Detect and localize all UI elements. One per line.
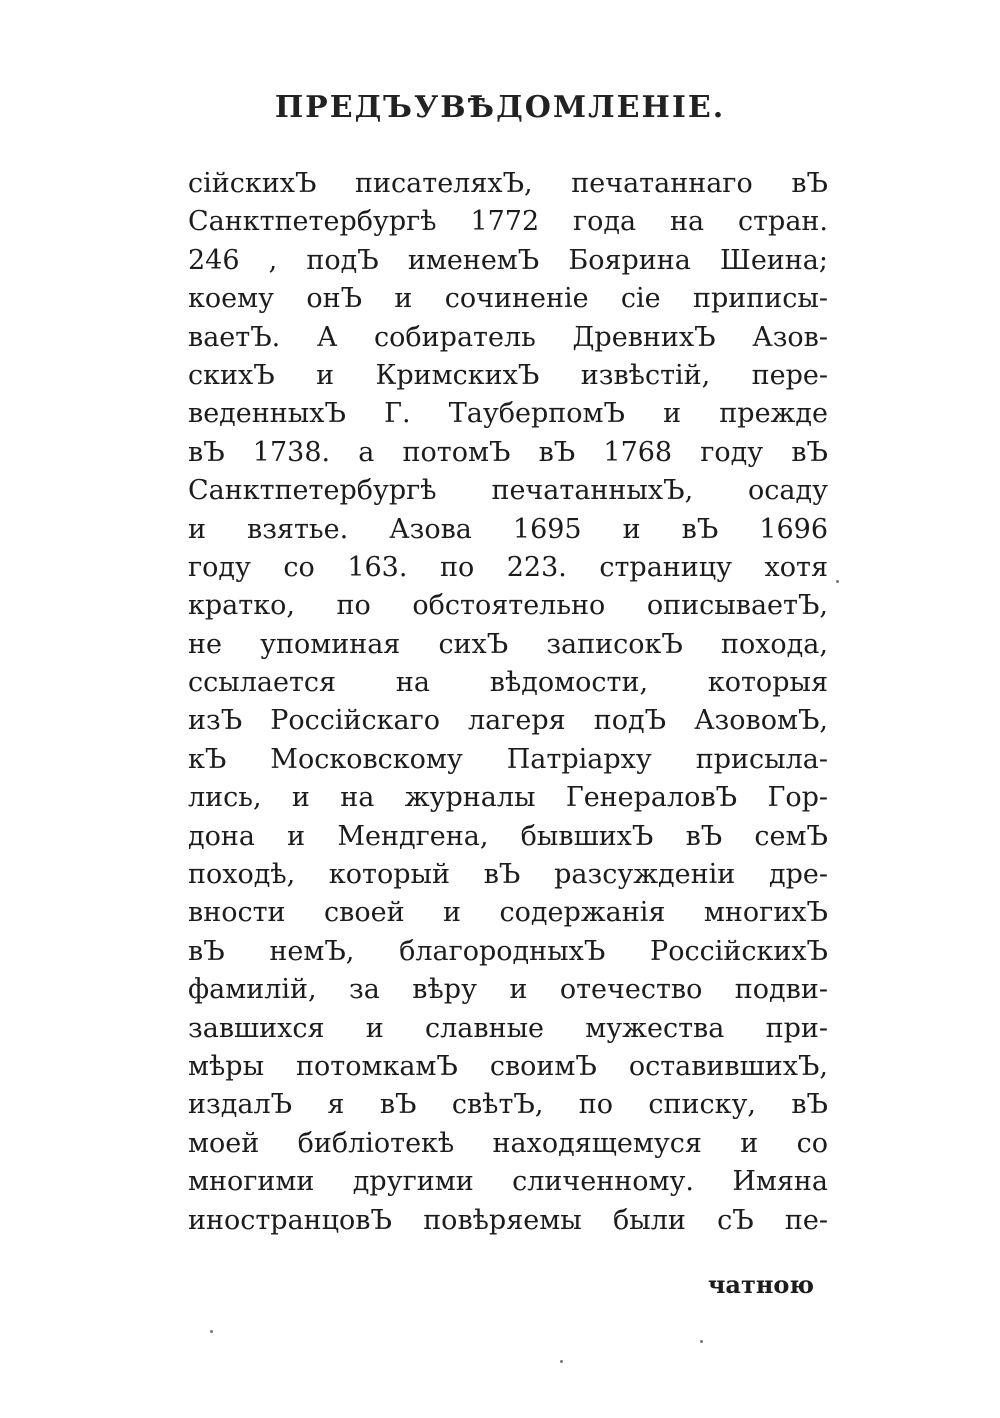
- text-line: сійскихЪ писателяхЪ, печатаннаго вЪ: [188, 168, 828, 199]
- text-line: скихЪ и КримскихЪ извѣстій, пере-: [188, 359, 828, 391]
- text-line: кратко, по обстоятельно описываетЪ,: [188, 590, 828, 622]
- text-line: изЪ Россійскаго лагеря подЪ АзовомЪ,: [188, 705, 828, 737]
- text-line: мѣры потомкамЪ своимЪ оставившихЪ,: [188, 1050, 828, 1082]
- text-line: году со 163. по 223. страницу хотя: [188, 551, 828, 583]
- text-line: коему онЪ и сочиненіе сіе приписы-: [188, 283, 828, 315]
- text-line: иностранцовЪ повѣряемы были сЪ пе-: [188, 1204, 828, 1236]
- running-head: ПРЕДЪУВѢДОМЛЕНІЕ.: [274, 90, 726, 125]
- text-line: дона и Мендгена, бывшихЪ вЪ семЪ: [188, 820, 828, 852]
- text-line: лись, и на журналы ГенераловЪ Гор-: [188, 782, 828, 814]
- text-line: не упоминая сихЪ записокЪ похода,: [188, 628, 828, 660]
- text-line: ссылается на вѣдомости, которыя: [188, 667, 828, 699]
- text-line: Санктпетербургѣ печатанныхЪ, осаду: [188, 475, 828, 507]
- text-line: 246 , подЪ именемЪ Боярина Шеина;: [188, 244, 828, 276]
- scan-speck: [700, 1340, 703, 1343]
- text-line: Санктпетербургѣ 1772 года на стран.: [188, 206, 828, 238]
- text-line: походѣ, который вЪ разсужденіи дре-: [188, 859, 828, 891]
- text-line: вЪ немЪ, благородныхЪ РоссійскихЪ: [188, 935, 828, 967]
- text-line: завшихся и славные мужества при-: [188, 1012, 828, 1044]
- catchword: чатною: [707, 1270, 814, 1299]
- text-line: многими другими сличенному. Имяна: [188, 1166, 828, 1198]
- text-line: вЪ 1738. а потомЪ вЪ 1768 году вЪ: [188, 436, 828, 468]
- body-text: [188, 165, 828, 1240]
- text-line: кЪ Московскому Патріарху присыла-: [188, 743, 828, 775]
- text-line: ваетЪ. А собиратель ДревнихЪ Азов-: [188, 321, 828, 353]
- text-line: и взятье. Азова 1695 и вЪ 1696: [188, 513, 828, 545]
- text-line: веденныхЪ Г. ТауберпомЪ и прежде: [188, 398, 828, 430]
- text-line: вности своей и содержанія многихЪ: [188, 897, 828, 929]
- scan-speck: [560, 1360, 563, 1363]
- text-line: фамилій, за вѣру и отечество подви-: [188, 974, 828, 1006]
- scan-speck: [210, 1330, 213, 1333]
- text-line: издалЪ я вЪ свѣтЪ, по списку, вЪ: [188, 1089, 828, 1121]
- scan-speck: [836, 580, 839, 583]
- text-line: моей библіотекѣ находящемуся и со: [188, 1127, 828, 1159]
